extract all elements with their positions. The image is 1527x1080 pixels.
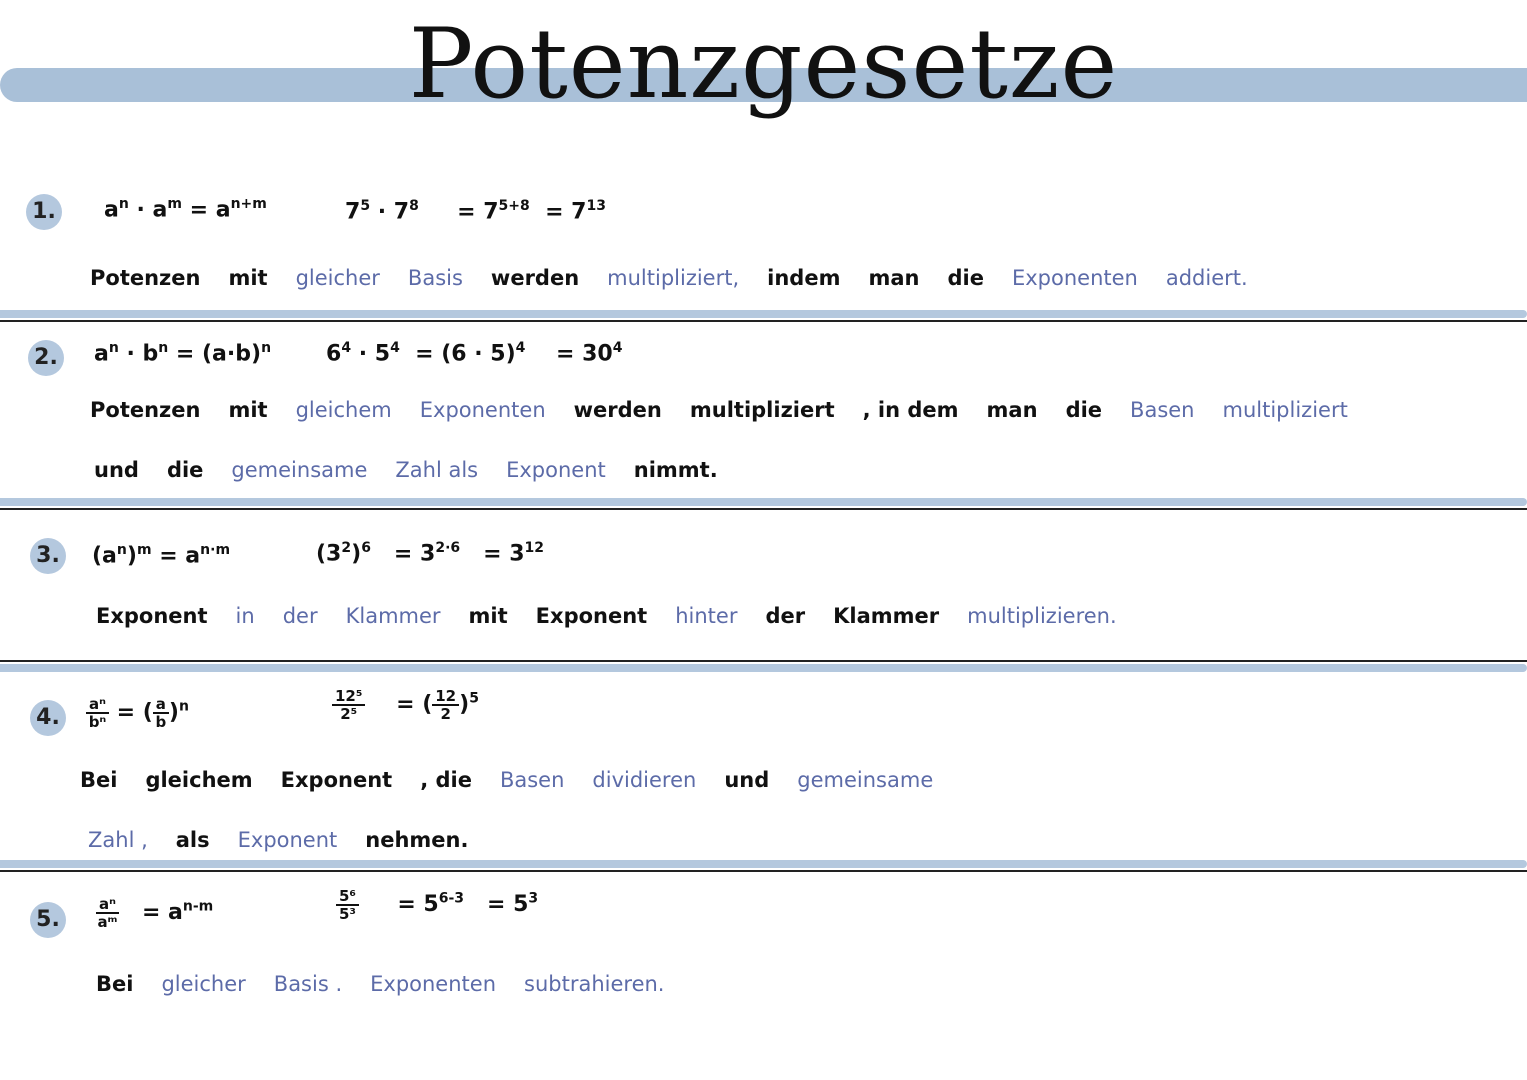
rule-5-formula: $\frac{\text{aⁿ}}{\text{aᵐ}}$ = $a^{n-m}$ [97,895,214,931]
text-word: werden [490,266,580,290]
rule-1-formula: $a^n \cdot a^m = a^{n+m}$ [104,196,267,223]
rule-2-example: $6^4 \cdot 5^4 = (6 \cdot 5)^4$ = $30^4$ [326,340,623,367]
text-word: multipliziert [1222,398,1348,422]
text-word: multiplizieren. [967,604,1117,628]
text-word: und [724,768,770,792]
rule-2-text-line-2 [94,458,746,482]
divider-3 [0,660,1527,672]
text-word: Exponent [535,604,648,628]
rule-1-text-line-1 [90,266,1276,290]
rule-number-4: 4. [30,700,66,736]
text-word: multipliziert [689,398,835,422]
text-word: Klammer [833,604,940,628]
text-word: Klammer [345,604,441,628]
text-word: man [868,266,920,290]
text-word: Exponent [96,604,208,628]
text-word: man [986,398,1038,422]
text-word: , in dem [862,398,959,422]
text-word: multipliziert, [607,266,740,290]
rule-4-text-line-1 [80,768,961,792]
text-word: hinter [675,604,738,628]
text-word: nehmen. [365,828,469,852]
rule-5-text-line-1 [96,972,692,996]
text-word: die [947,266,984,290]
text-word: Bei [80,768,118,792]
text-word: Bei [96,972,134,996]
text-word: Basis [407,266,463,290]
text-word: nimmt. [633,458,718,482]
text-word: Basen [499,768,565,792]
text-word: in [235,604,255,628]
text-word: Exponent [237,828,338,852]
text-word: mit [228,266,268,290]
text-word: mit [228,398,268,422]
rule-number-1: 1. [26,194,62,230]
divider-1 [0,310,1527,322]
text-word: dividieren [592,768,697,792]
text-word: gemeinsame [231,458,368,482]
text-word: werden [573,398,662,422]
text-word: und [94,458,139,482]
text-word: gleichem [145,768,253,792]
text-word: gemeinsame [797,768,934,792]
rule-2-formula: $a^n \cdot b^n = (a\cdot b)^n$ [94,340,272,367]
text-word: mit [468,604,508,628]
text-word: Exponent [506,458,606,482]
rule-1-example: $7^5 \cdot 7^8$ = $7^{5+8} = 7^{13}$ [345,198,606,225]
text-word: Zahl als [395,458,479,482]
text-word: die [1065,398,1103,422]
text-word: Exponenten [1011,266,1138,290]
rule-number-5: 5. [30,902,66,938]
divider-4 [0,860,1527,872]
text-word: gleicher [161,972,246,996]
text-word: gleicher [295,266,380,290]
text-word: subtrahieren. [524,972,665,996]
rule-5-example: $\frac{\text{5⁶}}{\text{5³}}$ = $5^{6-3}$ = $5^3$ [336,888,538,922]
rule-number-2: 2. [28,340,64,376]
rule-3-formula: $(a^n)^m = a^{n\cdot m}$ [92,542,231,569]
rule-2-text-line-1 [90,398,1376,422]
text-word: Exponent [280,768,393,792]
text-word: Exponenten [370,972,497,996]
text-word: der [765,604,806,628]
rule-4-formula: $\frac{\text{aⁿ}}{\text{bⁿ}}$ = ( $\frac{a}{b}$ )$^n$ [86,696,189,730]
rule-number-3: 3. [30,538,66,574]
text-word: Zahl , [88,828,148,852]
text-word: der [282,604,318,628]
rule-3-text-line-1 [96,604,1145,628]
text-word: als [175,828,210,852]
text-word: die [166,458,204,482]
divider-2 [0,498,1527,510]
text-word: addiert. [1165,266,1248,290]
text-word: indem [767,266,841,290]
rule-3-example: $(3^2)^6$ = $3^{2\cdot 6}$ = $3^{12}$ [316,540,545,567]
rule-4-text-line-2 [88,828,496,852]
page-title: Potenzgesetze [408,8,1119,120]
text-word: Potenzen [90,398,201,422]
text-word: Exponenten [419,398,546,422]
text-word: Basen [1130,398,1195,422]
text-word: gleichem [295,398,392,422]
rule-4-example: $\frac{\text{12⁵}}{\text{2⁵}}$ = ( $\frac{12}{2}$ )$^5$ [332,688,479,722]
text-word: Basis . [273,972,343,996]
text-word: Potenzen [90,266,201,290]
text-word: , die [420,768,472,792]
